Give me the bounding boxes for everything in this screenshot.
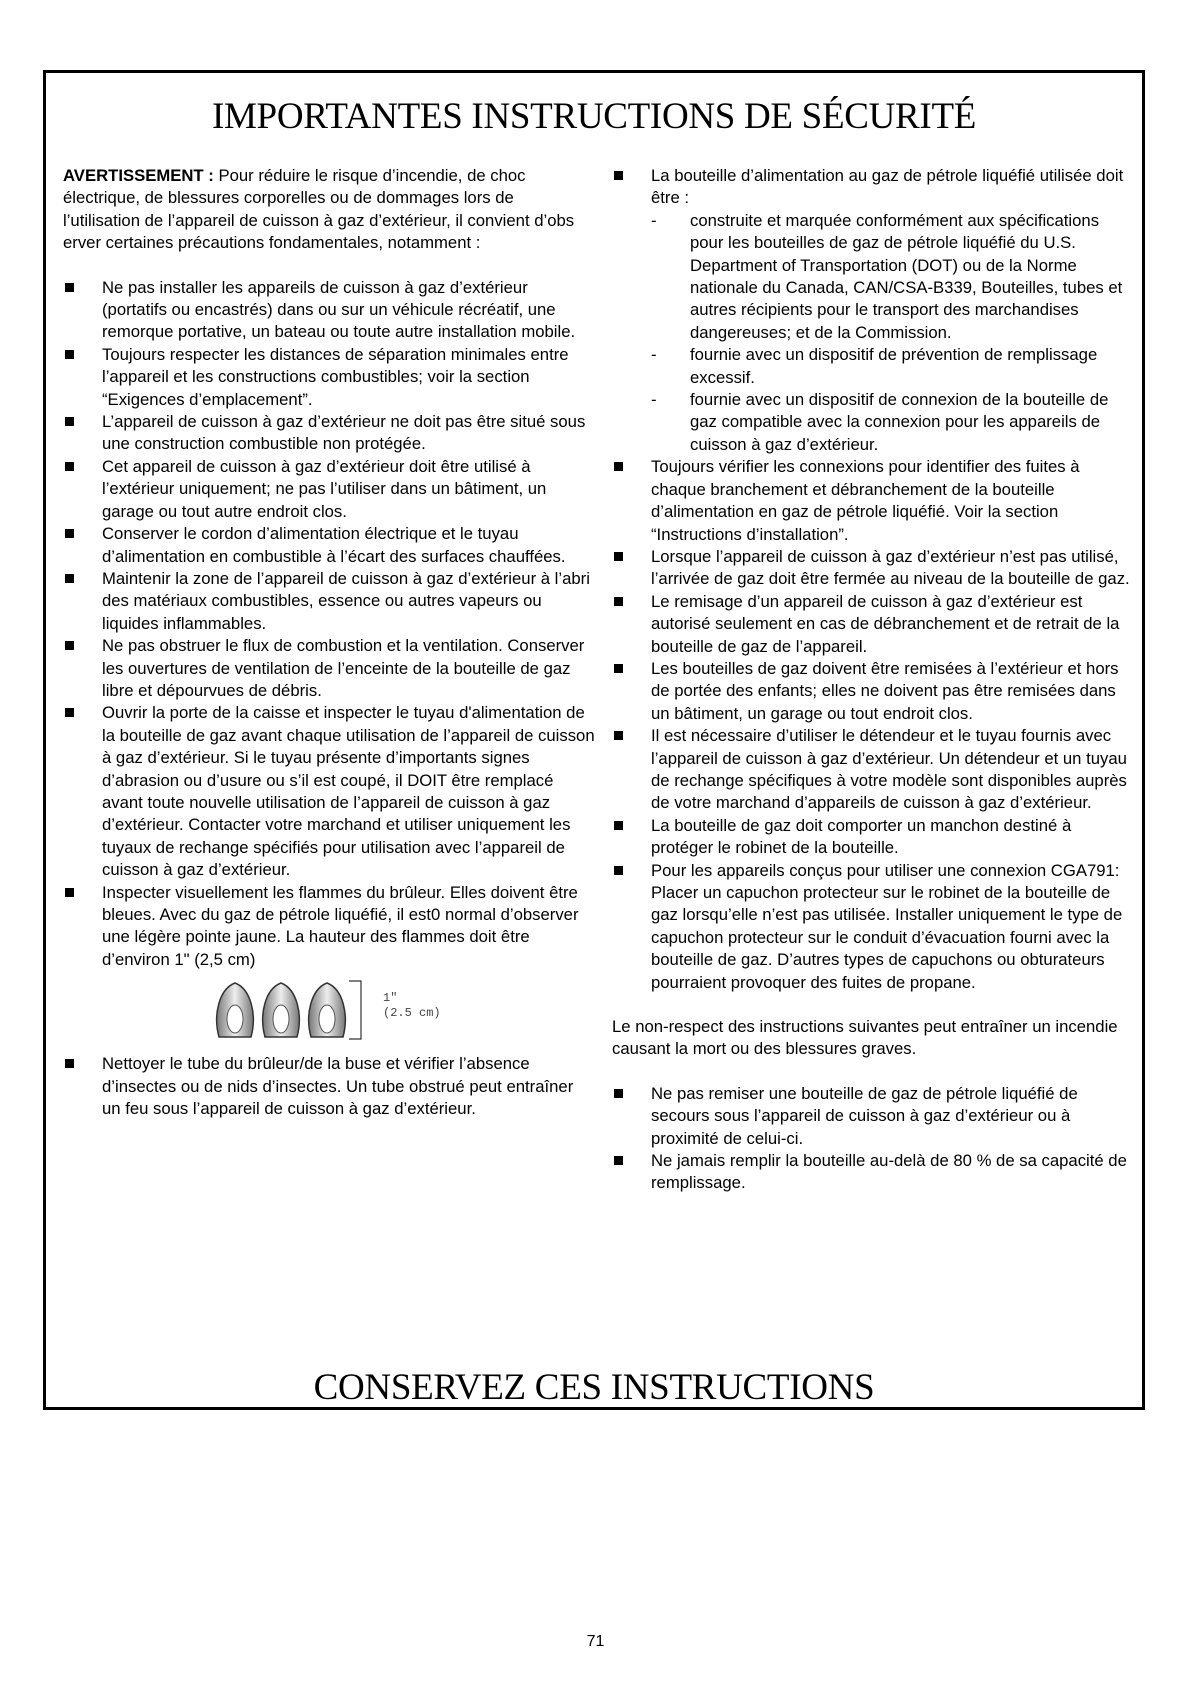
left-column [63,165,595,1120]
list-item: Ne pas obstruer le flux de combustion et la ventilation. Conserver les ouvertures de ventilation de l’enceinte de la bouteille de gaz libre et dépourvues de débris. [63,635,595,702]
page-number: 71 [586,1633,605,1650]
footer-title: CONSERVEZ CES INSTRUCTIONS [313,1367,875,1408]
flame-height-label [383,991,441,1021]
list-item: Lorsque l’appareil de cuisson à gaz d’extérieur n’est pas utilisé, l’arrivée de gaz doit être fermée au niveau de la bouteille de gaz. [612,546,1132,591]
list-item: Conserver le cordon d’alimentation électrique et le tuyau d’alimentation en combustible à l’écart des surfaces chauffées. [63,523,595,568]
page-title: IMPORTANTES INSTRUCTIONS DE SÉCURITÉ [211,96,977,137]
list-item: Ne pas installer les appareils de cuisson à gaz d’extérieur (portatifs ou encastrés) dans ou sur un véhicule récréatif, une remorque portative, un bateau ou toute autre installation mobile. [63,277,595,344]
right-final-list [612,1083,1132,1195]
left-bullet-list-2 [63,1053,595,1120]
list-item: Ne pas remiser une bouteille de gaz de pétrole liquéfié de secours sous l’appareil de cuisson à gaz d’extérieur ou à proximité de celui-ci. [612,1083,1132,1150]
left-bullet-list [63,277,595,972]
list-item: Nettoyer le tube du brûleur/de la buse et vérifier l’absence d’insectes ou de nids d’insectes. Un tube obstrué peut entraîner un feu sous l’appareil de cuisson à gaz d’extérieur. [63,1053,595,1120]
list-item: L’appareil de cuisson à gaz d’extérieur ne doit pas être situé sous une construction combustible non protégée. [63,411,595,456]
list-item: Cet appareil de cuisson à gaz d’extérieur doit être utilisé à l’extérieur uniquement; ne pas l’utiliser dans un bâtiment, un garage ou tout autre endroit clos. [63,456,595,523]
flame-illustration-icon [213,975,373,1045]
warning-text: Pour réduire le risque d’incendie, de choc électrique, de blessures corporelles ou de dommages lors de l’utilisation de l’appareil de cuisson à gaz d’extérieur, il convient d’obs erver certaines précautions fondamentales, notamment : [63,166,575,253]
list-item: Il est nécessaire d’utiliser le détendeur et le tuyau fournis avec l’appareil de cuisson à gaz d’extérieur. Un détendeur et un tuyau de rechange spécifiques à votre modèle sont disponibles auprès de votre marchand d’appareils de cuisson à gaz d’extérieur. [612,725,1132,815]
list-item: Les bouteilles de gaz doivent être remisées à l’extérieur et hors de portée des enfants; elles ne doivent pas être remisées dans un bâtiment, un garage ou tout endroit clos. [612,658,1132,725]
sub-list-item: - fournie avec un dispositif de prévention de remplissage excessif. [651,344,1132,389]
warning-intro [63,165,595,255]
list-item: Le remisage d’un appareil de cuisson à gaz d’extérieur est autorisé seulement en cas de débranchement et de retrait de la bouteille de gaz de l’appareil. [612,591,1132,658]
list-item: La bouteille de gaz doit comporter un manchon destiné à protéger le robinet de la bouteille. [612,815,1132,860]
flame-height-figure [63,971,595,1051]
list-item: Pour les appareils conçus pour utiliser une connexion CGA791: Placer un capuchon protecteur sur le robinet de la bouteille de gaz lorsqu’elle n’est pas utilisée. Installer uniquement le type de capuchon protecteur sur le conduit d’évacuation fourni avec la bouteille de gaz. D’autres types de capuchons ou obturateurs pourraient provoquer des fuites de propane. [612,860,1132,994]
sub-list-item: - construite et marquée conformément aux spécifications pour les bouteilles de gaz de pétrole liquéfié du U.S. Department of Transportation (DOT) ou de la Norme nationale du Canada, CAN/CSA-B339, Bouteilles, tubes et autres récipients pour le transport des marchandises dangereuses; et de la Commission. [651,210,1132,344]
right-column [612,165,1132,1195]
list-item-text: La bouteille d’alimentation au gaz de pétrole liquéfié utilisée doit être : [651,166,1124,208]
list-item: Toujours respecter les distances de séparation minimales entre l’appareil et les constructions combustibles; voir la section “Exigences d’emplacement”. [63,344,595,411]
flame-height-cm: (2.5 cm) [383,1006,441,1021]
fire-warning: Le non-respect des instructions suivantes peut entraîner un incendie causant la mort ou des blessures graves. [612,1017,1118,1059]
flame-height-inches: 1" [383,991,398,1006]
list-item: Ne jamais remplir la bouteille au-delà de 80 % de sa capacité de remplissage. [612,1150,1132,1195]
right-bullet-list [612,165,1132,994]
warning-label: AVERTISSEMENT : [63,166,214,185]
document-frame [43,70,1145,1410]
list-item [612,165,1132,456]
list-item: Ouvrir la porte de la caisse et inspecter le tuyau d'alimentation de la bouteille de gaz avant chaque utilisation de l’appareil de cuisson à gaz d’extérieur. Si le tuyau présente d’importants signes d’abrasion ou d’usure ou s’il est coupé, il DOIT être remplacé avant toute nouvelle utilisation de l’appareil de cuisson à gaz d’extérieur. Contacter votre marchand et utiliser uniquement les tuyaux de rechange spécifiés pour utilisation avec l’appareil de cuisson à gaz d’extérieur. [63,702,595,881]
sub-list-item: - fournie avec un dispositif de connexion de la bouteille de gaz compatible avec la connexion pour les appareils de cuisson à gaz d’extérieur. [651,389,1132,456]
sub-list [651,210,1132,456]
list-item: Maintenir la zone de l’appareil de cuisson à gaz d’extérieur à l’abri des matériaux combustibles, essence ou autres vapeurs ou liquides inflammables. [63,568,595,635]
list-item: Inspecter visuellement les flammes du brûleur. Elles doivent être bleues. Avec du gaz de pétrole liquéfié, il est0 normal d’observer une légère pointe jaune. La hauteur des flammes doit être d’environ 1" (2,5 cm) [63,882,595,972]
list-item: Toujours vérifier les connexions pour identifier des fuites à chaque branchement et débranchement de la bouteille d’alimentation en gaz de pétrole liquéfié. Voir la section “Instructions d’installation”. [612,456,1132,546]
